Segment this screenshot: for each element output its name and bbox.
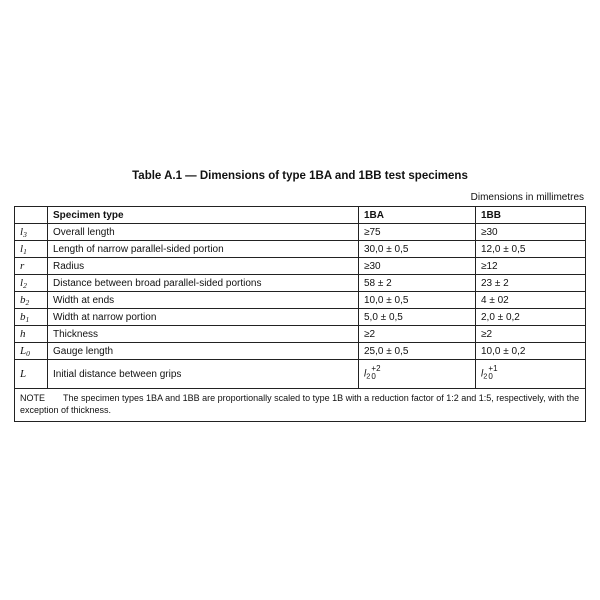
table-row — [15, 292, 586, 309]
note-text: The specimen types 1BA and 1BB are proportionally scaled to type 1B with a reduction factor of 1:2 and 1:5, respectively, with the exception of thickness. — [20, 393, 580, 415]
table-caption: Table A.1 — Dimensions of type 1BA and 1BB test specimens — [132, 170, 468, 182]
header-symbol — [15, 207, 48, 224]
value-1bb: 2,0 ± 0,2 — [476, 309, 586, 326]
note-cell — [15, 389, 586, 422]
value-1bb: 23 ± 2 — [476, 275, 586, 292]
value-1bb — [476, 360, 586, 389]
symbol-subscript: 1 — [23, 246, 27, 256]
value-1ba — [359, 360, 476, 389]
name-cell: Gauge length — [48, 343, 359, 360]
table-row — [15, 275, 586, 292]
dimensions-table — [14, 206, 586, 422]
symbol-cell — [15, 275, 48, 292]
table-header-row — [15, 207, 586, 224]
value-1ba: ≥75 — [359, 224, 476, 241]
symbol-subscript: 2 — [25, 297, 30, 307]
note-label: NOTE — [20, 393, 46, 403]
table-row — [15, 326, 586, 343]
symbol-cell — [15, 360, 48, 389]
value-1bb: 4 ± 02 — [476, 292, 586, 309]
name-cell: Distance between broad parallel-sided portions — [48, 275, 359, 292]
tolerance-stack — [488, 365, 497, 381]
value-1bb: ≥12 — [476, 258, 586, 275]
tolerance-upper: +1 — [488, 364, 498, 373]
name-cell: Length of narrow parallel-sided portion — [48, 241, 359, 258]
table-row — [15, 241, 586, 258]
value-1ba: 58 ± 2 — [359, 275, 476, 292]
symbol-subscript: 0 — [26, 348, 30, 358]
symbol: l — [20, 276, 24, 289]
tolerance-stack — [371, 365, 380, 381]
name-cell: Thickness — [48, 326, 359, 343]
header-1bb: 1BB — [476, 207, 586, 224]
table-row — [15, 224, 586, 241]
value-1bb: 10,0 ± 0,2 — [476, 343, 586, 360]
tolerance-lower: 0 — [488, 372, 493, 381]
value-1ba: 25,0 ± 0,5 — [359, 343, 476, 360]
table-row — [15, 258, 586, 275]
value-1ba: ≥2 — [359, 326, 476, 343]
tolerance-subscript: 2 — [366, 371, 371, 381]
symbol: b — [20, 293, 26, 306]
tolerance-upper: +2 — [371, 364, 381, 373]
header-1ba: 1BA — [359, 207, 476, 224]
tolerance-subscript: 2 — [483, 371, 488, 381]
symbol-cell — [15, 309, 48, 326]
value-1bb: ≥2 — [476, 326, 586, 343]
value-1ba: 10,0 ± 0,5 — [359, 292, 476, 309]
symbol: L — [20, 368, 27, 380]
units-note: Dimensions in millimetres — [470, 192, 584, 203]
symbol-cell — [15, 326, 48, 343]
symbol-cell — [15, 224, 48, 241]
value-1bb: ≥30 — [476, 224, 586, 241]
tolerance-lower: 0 — [371, 372, 376, 381]
symbol-cell — [15, 241, 48, 258]
symbol: b — [20, 310, 26, 323]
symbol-cell — [15, 292, 48, 309]
header-specimen-type: Specimen type — [48, 207, 359, 224]
name-cell: Width at narrow portion — [48, 309, 359, 326]
symbol: h — [20, 327, 26, 340]
note-row — [15, 389, 586, 422]
value-1ba: ≥30 — [359, 258, 476, 275]
value-1ba: 5,0 ± 0,5 — [359, 309, 476, 326]
table-row — [15, 343, 586, 360]
symbol-subscript: 1 — [25, 314, 30, 324]
tolerance-base: l — [364, 368, 367, 380]
name-cell: Initial distance between grips — [48, 360, 359, 389]
name-cell: Width at ends — [48, 292, 359, 309]
symbol-cell — [15, 343, 48, 360]
symbol-cell — [15, 258, 48, 275]
symbol: l — [20, 242, 24, 255]
table-row — [15, 360, 586, 389]
tolerance-base: l — [481, 368, 484, 380]
symbol: l — [20, 225, 24, 238]
symbol: L — [20, 344, 27, 357]
name-cell: Overall length — [48, 224, 359, 241]
symbol: r — [20, 259, 25, 272]
value-1bb: 12,0 ± 0,5 — [476, 241, 586, 258]
table-row — [15, 309, 586, 326]
symbol-subscript: 2 — [23, 280, 27, 290]
name-cell: Radius — [48, 258, 359, 275]
symbol-subscript: 3 — [23, 229, 27, 239]
value-1ba: 30,0 ± 0,5 — [359, 241, 476, 258]
